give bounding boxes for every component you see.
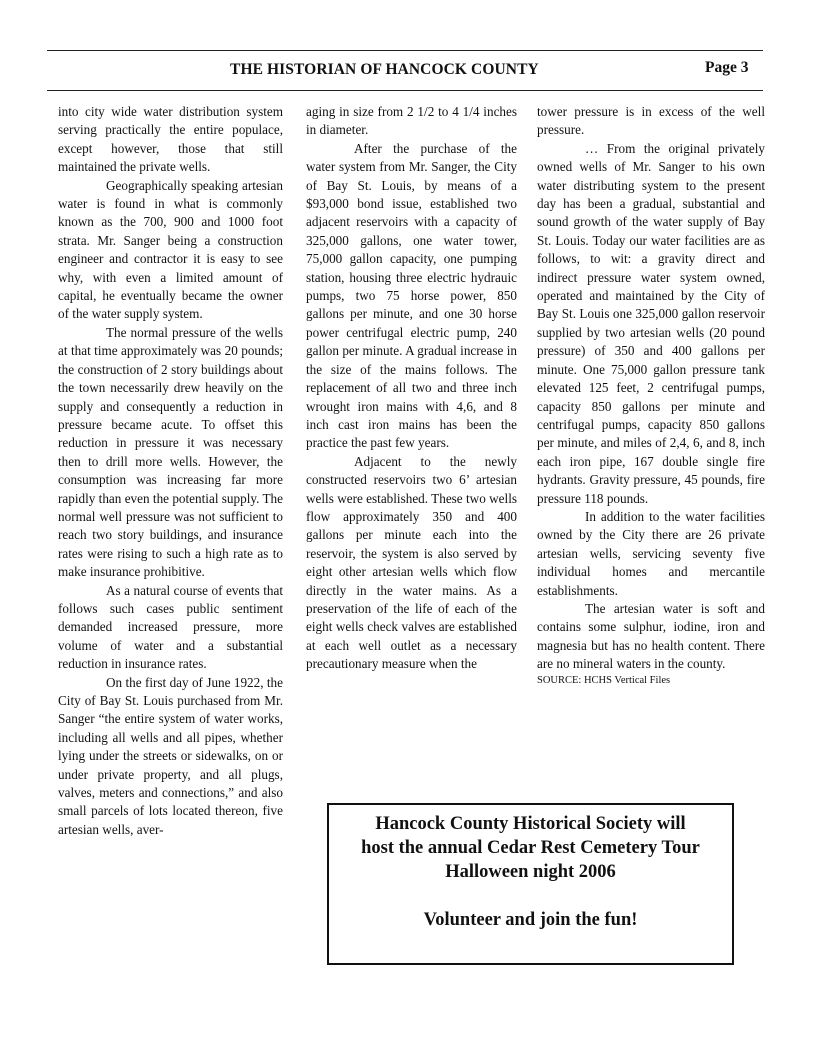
paragraph: aging in size from 2 1/2 to 4 1/4 inches in diameter. — [306, 104, 517, 138]
volunteer-call-to-action: Volunteer and join the fun! — [423, 910, 638, 930]
paragraph: … From the original privately owned wells of Mr. Sanger to his own water distributing system to the present day has been a gradual, substantial and sound growth of the water supply of Bay St. Louis. Today our water facilities are as follows, to wit: a gravity direct and indirect pressure water system owned, operated and maintained by the City of Bay St. Louis one 325,000 gallon reservoir supplied by two artesian wells (20 pound pressure) of 350 and 400 gallons per minute. One 75,000 gallon pressure tank elevated 125 feet, 2 centrifugal pumps, capacity 850 gallons per minute and centrifugal pumps, capacity 850 gallons per minute, and miles of 2,4, 6, and 8, inch each iron pipe, 167 double single fire hydrants. Gravity pressure, 45 pounds, fire pressure 118 pounds. — [537, 140, 765, 506]
paragraph: Geographically speaking artesian water is found in what is commonly known as the 700, 900 and 1000 foot strata. Mr. Sanger being a construction engineer and contractor it is easy to see why, with even a limited amount of capital, he eventually became the owner of the water supply system. — [58, 177, 283, 322]
announcement-line: Hancock County Historical Society will — [375, 814, 686, 834]
announcement-box — [327, 803, 734, 965]
paragraph: On the first day of June 1922, the City of Bay St. Louis purchased from Mr. Sanger “the entire system of water works, including all wells and all pipes, whether lying under the streets or sidewalks, on or under private property, and all plugs, valves, meters and connections,” and also small parcels of lots located thereon, five artesian wells, aver- — [58, 674, 283, 837]
header-rule-top — [47, 50, 763, 51]
paragraph: In addition to the water facilities owned by the City there are 26 private artesian wells, servicing seventy five individual homes and mercantile establishments. — [537, 508, 765, 598]
paragraph: After the purchase of the water system from Mr. Sanger, the City of Bay St. Louis, by means of a $93,000 bond issue, established two adjacent reservoirs with a capacity of 325,000 gallons, one water tower, 75,000 gallon capacity, one pumping station, housing three electric hydrauic pumps, two 75 horse power, 850 gallons per minute, and one 30 horse power centrifugal electric pump, 240 gallon per minute. A gradual increase in the size of the mains follows. The replacement of all two and three inch wrought iron mains with 4,6, and 8 inch cast iron mains has been the practice the past few years. — [306, 140, 517, 451]
header-rule-bottom — [47, 90, 763, 91]
paragraph: The artesian water is soft and contains some sulphur, iodine, iron and magnesia but has no health content. There are no mineral waters in the county. — [537, 600, 765, 672]
paragraph: into city wide water distribution system serving practically the entire populace, except however, those that still maintained the private wells. — [58, 104, 283, 175]
article-column-3 — [537, 103, 765, 793]
newsletter-title: THE HISTORIAN OF HANCOCK COUNTY — [230, 61, 539, 78]
announcement-text — [329, 812, 732, 884]
announcement-line: host the annual Cedar Rest Cemetery Tour — [361, 838, 700, 858]
source-citation: SOURCE: HCHS Vertical Files — [537, 674, 671, 686]
article-column-2 — [306, 103, 517, 768]
announcement-line: Halloween night 2006 — [445, 862, 616, 882]
paragraph: tower pressure is in excess of the well pressure. — [537, 104, 765, 138]
article-column-1 — [58, 103, 283, 993]
paragraph: Adjacent to the newly constructed reservoirs two 6’ artesian wells were established. These two wells flow approximately 350 and 400 gallons per minute each into the reservoir, the system is also served by eight other artesian wells which flow directly in the water mains. As a preservation of the life of each of the eight wells check valves are established at each well outlet as a necessary precautionary measure when the — [306, 453, 517, 672]
paragraph: The normal pressure of the wells at that time approximately was 20 pounds; the construction of 2 story buildings about the town necessarily drew heavily on the supply and consequently a reduction in pressure became acute. To offset this reduction in pressure it was necessary then to drill more wells. However, the consumption was increasing far more rapidly than even the potential supply. The normal well pressure was not sufficient to reach two story buildings, and insurance rates were rising to such a high rate as to make insurance prohibitive. — [58, 324, 283, 580]
paragraph: As a natural course of events that follows such cases public sentiment demanded increased pressure, more volume of water and a substantial reduction in insurance rates. — [58, 582, 283, 672]
page-number: Page 3 — [705, 59, 749, 76]
